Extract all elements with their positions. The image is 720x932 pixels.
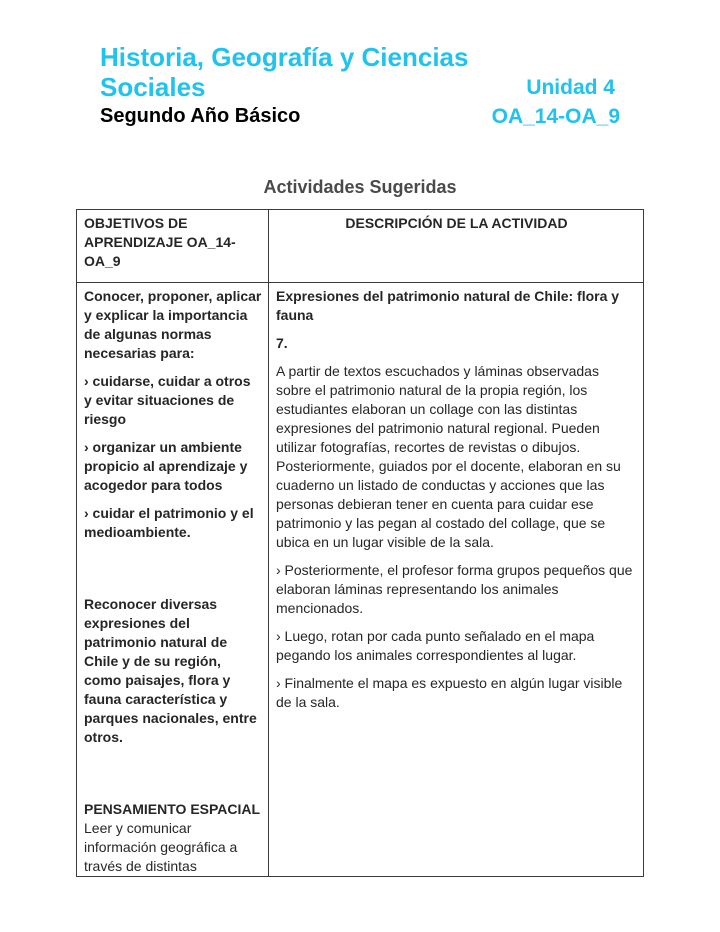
unit-label: Unidad 4 [526, 76, 615, 99]
spacer [84, 551, 262, 595]
document-header [100, 42, 620, 130]
activity-title: Expresiones del patrimonio natural de Chile: flora y fauna [276, 288, 620, 323]
grade-row [100, 102, 620, 130]
skill-text: Leer y comunicar información geográfica a través de distintas [84, 820, 238, 874]
objective-intro: Conocer, proponer, aplicar y explicar la importancia de algunas normas necesarias para: [84, 288, 262, 361]
subject-row [100, 72, 620, 102]
description-cell [269, 283, 644, 877]
objective-item: › organizar un ambiente propicio al aprendizaje y acogedor para todos [84, 439, 248, 493]
activity-paragraph: A partir de textos escuchados y láminas observadas sobre el patrimonio natural de la propia región, los estudiantes elaboran un collage con las distintas expresiones del patrimonio natural regional. Pueden utilizar fotografías, recortes de revistas o dibujos. Posteriormente, guiados por el docente, elaboran en su cuaderno un listado de conductas y acciones que las personas debieran tener en cuenta para cuidar ese patrimonio y las pegan al costado del collage, que se ubica en un lugar visible de la sala. [276, 363, 621, 550]
table-row [77, 283, 644, 877]
spacer [84, 756, 262, 800]
activity-step: › Posteriormente, el profesor forma grupos pequeños que elaboran láminas representando los animales mencionados. [276, 562, 633, 616]
objective-item: › cuidar el patrimonio y el medioambiente. [84, 505, 254, 540]
second-objective: Reconocer diversas expresiones del patrimonio natural de Chile y de su región, como paisajes, flora y fauna característica y parques nacionales, entre otros. [84, 596, 257, 745]
table-header-row [77, 210, 644, 283]
objectives-cell [77, 283, 269, 877]
description-header: DESCRIPCIÓN DE LA ACTIVIDAD [269, 210, 644, 283]
activity-number: 7. [276, 335, 288, 351]
grade-label: Segundo Año Básico [100, 105, 301, 127]
oa-code-label: OA_14-OA_9 [491, 105, 620, 128]
objectives-header: OBJETIVOS DE APRENDIZAJE OA_14-OA_9 [77, 210, 269, 283]
section-title: Actividades Sugeridas [263, 177, 457, 197]
skill-heading: PENSAMIENTO ESPACIAL [84, 801, 261, 817]
objective-item: › cuidarse, cuidar a otros y evitar situaciones de riesgo [84, 373, 251, 427]
activity-step: › Finalmente el mapa es expuesto en algún lugar visible de la sala. [276, 675, 623, 710]
subject-title-line1: Historia, Geografía y Ciencias [100, 42, 469, 72]
activities-table [76, 209, 644, 877]
activity-step: › Luego, rotan por cada punto señalado en el mapa pegando los animales correspondientes al lugar. [276, 628, 595, 663]
subject-title-line2: Sociales [100, 72, 206, 102]
